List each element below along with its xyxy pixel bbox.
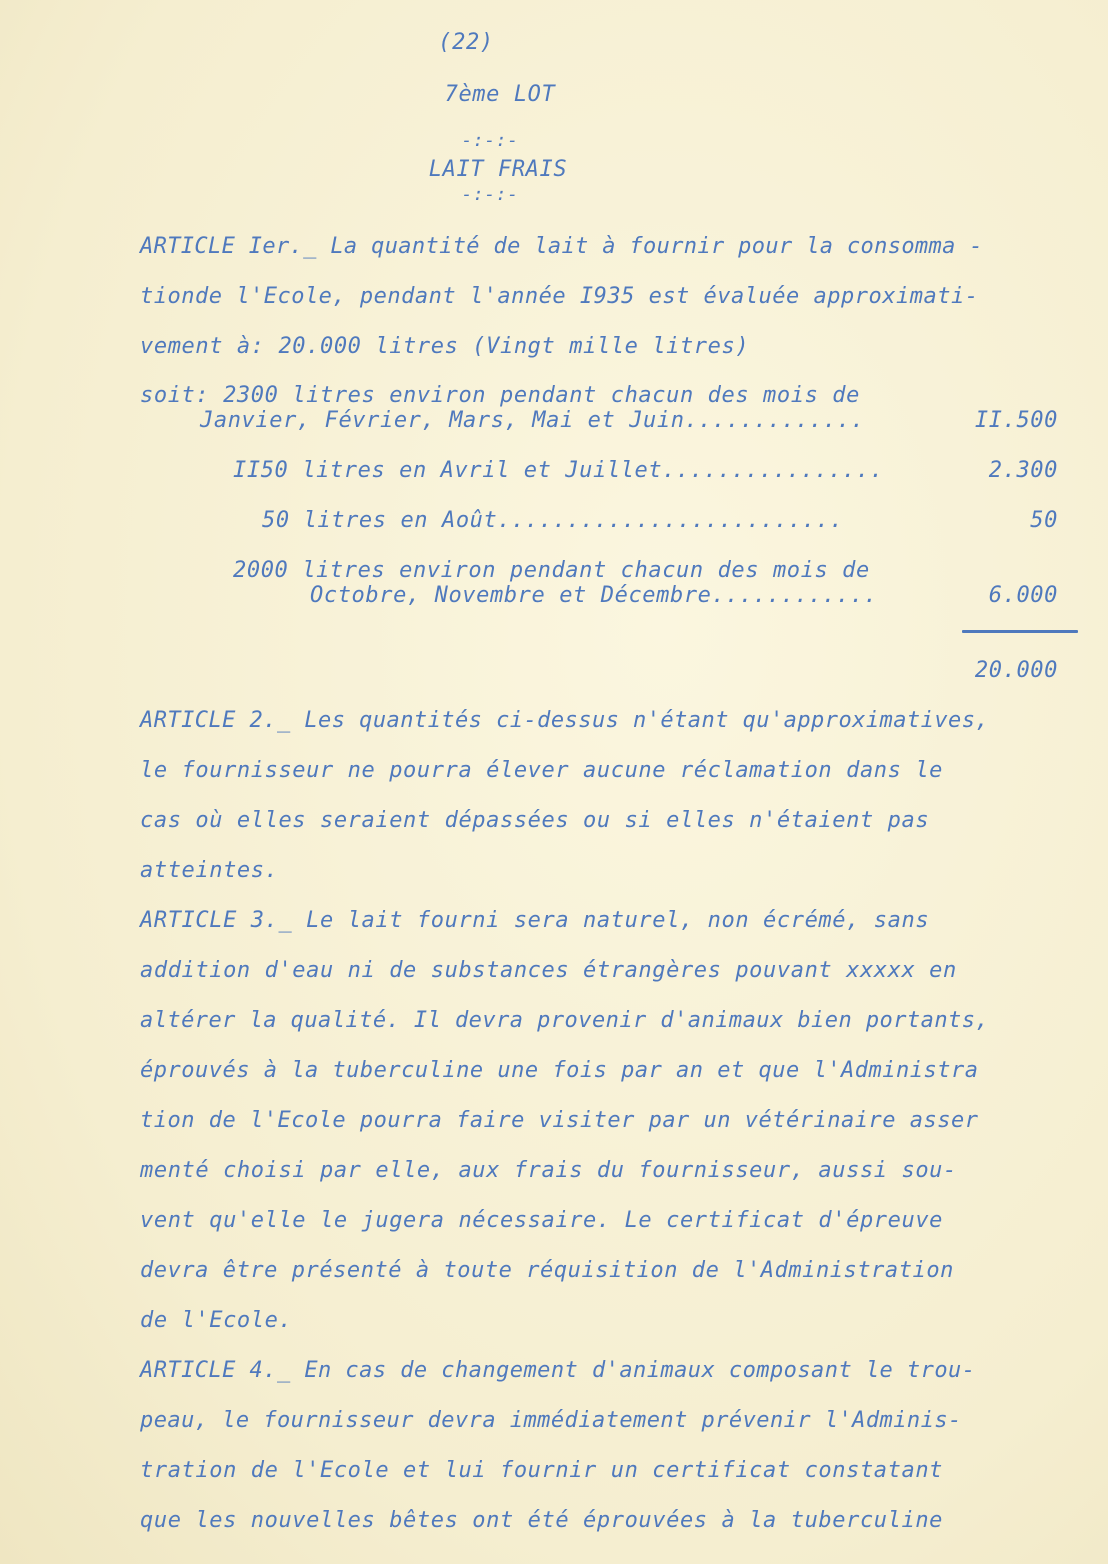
article3-line: éprouvés à la tuberculine une fois par an et que l'Administra	[140, 1058, 979, 1083]
document-title: LAIT FRAIS	[428, 157, 568, 182]
article3-line: devra être présenté à toute réquisition de l'Administration	[140, 1258, 954, 1283]
breakdown-line: Octobre, Novembre et Décembre............	[310, 583, 878, 608]
article4-line: peau, le fournisseur devra immédiatement prévenir l'Adminis-	[140, 1408, 962, 1433]
article1-line: ARTICLE Ier._ La quantité de lait à fournir pour la consomma -	[140, 234, 983, 259]
article2-line: atteintes.	[140, 858, 279, 883]
article3-line: de l'Ecole.	[140, 1308, 293, 1333]
article3-line: addition d'eau ni de substances étrangères pouvant xxxxx en	[140, 958, 957, 983]
page-number: (22)	[438, 30, 494, 55]
breakdown-amount: 50	[1030, 508, 1058, 533]
article1-line: vement à: 20.000 litres (Vingt mille litres)	[140, 334, 750, 359]
article4-line: tration de l'Ecole et lui fournir un certificat constatant	[140, 1458, 944, 1483]
article3-line: vent qu'elle le jugera nécessaire. Le certificat d'épreuve	[140, 1208, 944, 1233]
breakdown-amount: II.500	[974, 408, 1058, 433]
breakdown-line: II50 litres en Avril et Juillet................	[233, 458, 884, 483]
breakdown-line: soit: 2300 litres environ pendant chacun des mois de	[140, 383, 860, 408]
article2-line: ARTICLE 2._ Les quantités ci-dessus n'étant qu'approximatives,	[140, 708, 990, 733]
breakdown-line: 2000 litres environ pendant chacun des mois de	[233, 558, 870, 583]
article3-line: menté choisi par elle, aux frais du fournisseur, aussi sou-	[140, 1158, 957, 1183]
breakdown-line: 50 litres en Août.........................	[262, 508, 844, 533]
article4-line: ARTICLE 4._ En cas de changement d'animaux composant le trou-	[140, 1358, 976, 1383]
separator-bottom: -:-:-	[461, 184, 519, 205]
breakdown-line: Janvier, Février, Mars, Mai et Juin.............	[200, 408, 865, 433]
article2-line: cas où elles seraient dépassées ou si elles n'étaient pas	[140, 808, 930, 833]
breakdown-amount: 2.300	[988, 458, 1058, 483]
article2-line: le fournisseur ne pourra élever aucune réclamation dans le	[140, 758, 944, 783]
article3-line: tion de l'Ecole pourra faire visiter par un vétérinaire asser	[140, 1108, 979, 1133]
article3-line: ARTICLE 3._ Le lait fourni sera naturel, non écrémé, sans	[140, 908, 930, 933]
separator-top: -:-:-	[461, 130, 519, 151]
article1-line: tionde l'Ecole, pendant l'année I935 est évaluée approximati-	[140, 284, 979, 309]
breakdown-total: 20.000	[974, 658, 1058, 683]
total-rule	[962, 630, 1078, 633]
lot-heading: 7ème LOT	[444, 82, 556, 107]
article3-line: altérer la qualité. Il devra provenir d'animaux bien portants,	[140, 1008, 990, 1033]
breakdown-amount: 6.000	[988, 583, 1058, 608]
article4-line: que les nouvelles bêtes ont été éprouvées à la tuberculine	[140, 1508, 944, 1533]
